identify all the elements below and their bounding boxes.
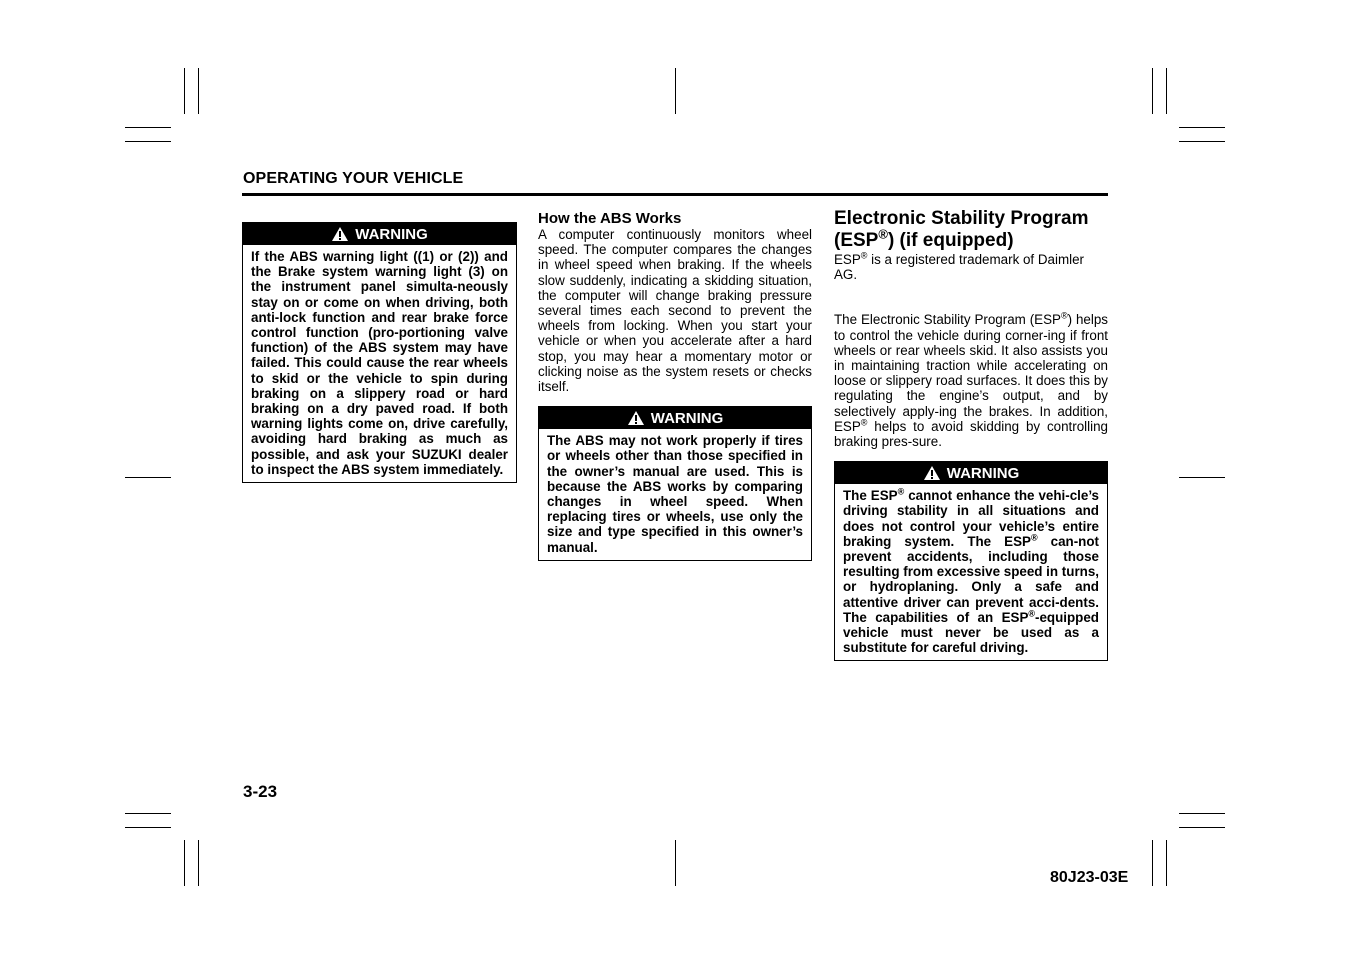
crop-mark — [184, 68, 185, 114]
crop-mark — [1179, 127, 1225, 128]
column-3 — [834, 208, 1108, 661]
warning-triangle-icon — [923, 465, 941, 481]
warning-triangle-icon — [331, 226, 349, 242]
crop-mark — [1166, 840, 1167, 886]
document-id: 80J23-03E — [1050, 869, 1129, 886]
warning-text: If the ABS warning light ((1) or (2)) and the Brake system warning light (3) on the instrument panel simulta-neously stay on or come on when driving, both anti-lock function and rear brake force control function (pro-portioning valve function) of the ABS system may have failed. This could cause the rear wheels to skid or the vehicle to spin during braking on a slippery road or hard braking on a dry paved road. If both warning lights come on, drive carefully, avoiding hard braking as much as possible, and ask your SUZUKI dealer to inspect the ABS system immediately. — [251, 249, 508, 477]
warning-label: WARNING — [355, 225, 428, 243]
header-rule — [242, 193, 1108, 196]
crop-mark — [675, 68, 676, 114]
esp-description: The Electronic Stability Program (ESP®) helps to control the vehicle during corner-ing if front wheels or rear wheels skid. It also assists you in maintaining traction while accelerating on loose or slippery road surfaces. It does this by regulating the engine’s output, and by selectively apply-ing the brakes. In addition, ESP® helps to avoid skidding by controlling braking pres-sure. — [834, 310, 1108, 450]
crop-mark — [125, 827, 171, 828]
crop-mark — [198, 840, 199, 886]
crop-mark — [1152, 840, 1153, 886]
warning-header — [539, 407, 811, 429]
warning-text: The ESP® cannot enhance the vehi-cle’s driving stability in all situations and does not control your vehicle’s entire braking system. The ESP® can-not prevent accidents, including those resulting from excessive speed in turns, or hydroplaning. Only a safe and attentive driver can prevent acci-dents. The capabilities of an ESP®-equipped vehicle must never be used as a substitute for careful driving. — [843, 486, 1099, 656]
crop-mark — [1179, 827, 1225, 828]
section-header: OPERATING YOUR VEHICLE — [243, 170, 464, 187]
crop-mark — [1152, 68, 1153, 114]
abs-tire-warning-box — [538, 406, 812, 561]
crop-mark — [184, 840, 185, 886]
warning-label: WARNING — [650, 409, 724, 427]
crop-mark — [1179, 813, 1225, 814]
crop-mark — [125, 477, 171, 478]
column-2 — [538, 210, 812, 561]
warning-header — [243, 223, 516, 245]
crop-mark — [198, 68, 199, 114]
warning-header — [835, 462, 1107, 484]
crop-mark — [125, 141, 171, 142]
esp-warning-box — [834, 461, 1108, 661]
crop-mark — [1179, 141, 1225, 142]
section-heading: How the ABS Works — [538, 210, 682, 227]
warning-label: WARNING — [946, 464, 1020, 482]
section-title: Electronic Stability Program (ESP®) (if equipped) — [834, 208, 1089, 251]
crop-mark — [125, 127, 171, 128]
warning-text: The ABS may not work properly if tires or wheels other than those specified in the owner’s manual are used. This is because the ABS works by comparing changes in wheel speed. When replacing tires or wheels, use only the size and type specified in this owner’s manual. — [547, 433, 803, 555]
crop-mark — [675, 840, 676, 886]
crop-mark — [1166, 68, 1167, 114]
warning-triangle-icon — [627, 410, 645, 426]
column-1 — [242, 222, 517, 483]
body-paragraph: A computer continuously monitors wheel speed. The computer compares the changes in wheel speed when braking. If the wheels slow suddenly, indicating a skidding situation, the computer will change braking pressure several times each second to prevent the wheels from locking. When you start your vehicle or when you accelerate after a hard stop, you may hear a momentary motor or clicking noise as the system resets or checks itself. — [538, 227, 812, 395]
crop-mark — [125, 813, 171, 814]
page-number: 3-23 — [243, 782, 278, 801]
trademark-note: ESP® is a registered trademark of Daimler AG. — [834, 250, 1084, 283]
abs-warning-box — [242, 222, 517, 483]
crop-mark — [1179, 477, 1225, 478]
